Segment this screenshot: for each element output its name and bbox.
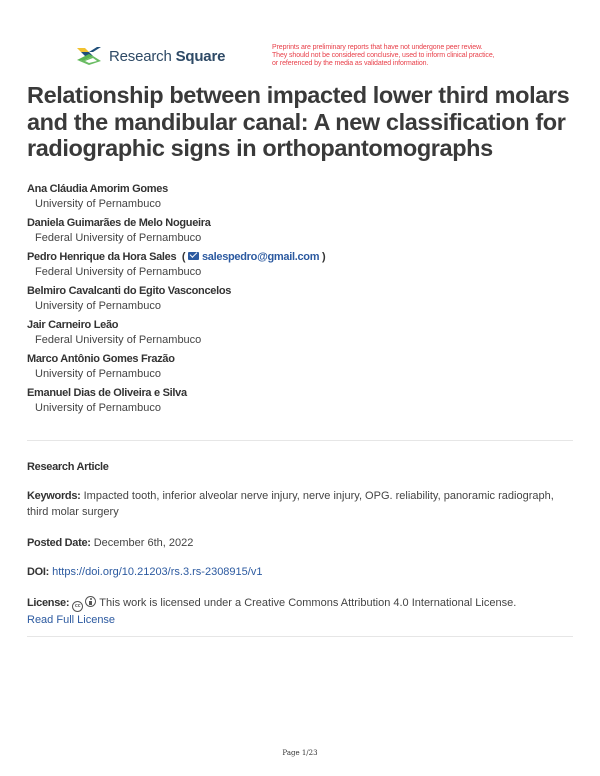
- preprint-disclaimer: [272, 44, 562, 68]
- author-name: Pedro Henrique da Hora Sales: [27, 251, 177, 263]
- posted-date-value: December 6th, 2022: [93, 537, 194, 549]
- author-affiliation: Federal University of Pernambuco: [35, 266, 202, 278]
- doi: [27, 564, 577, 580]
- read-full-license-link[interactable]: Read Full License: [27, 614, 116, 626]
- logo-word-research: Research: [109, 47, 172, 65]
- author-affiliation: Federal University of Pernambuco: [35, 334, 202, 346]
- author-name: Jair Carneiro Leão: [27, 319, 119, 331]
- author-affiliation: Federal University of Pernambuco: [35, 232, 202, 244]
- keywords-value: Impacted tooth, inferior alveolar nerve injury, nerve injury, OPG. reliability, panoramic radiograph, third molar surgery: [27, 490, 554, 518]
- disclaimer-line: or referenced by the media as validated information.: [272, 60, 429, 67]
- author-entry: [27, 386, 567, 416]
- license-label: License:: [27, 597, 70, 609]
- keywords: [27, 488, 577, 520]
- author-name: Ana Cláudia Amorim Gomes: [27, 183, 168, 195]
- corresponding-author-name: [27, 250, 567, 265]
- author-list: [27, 182, 567, 420]
- author-name: Emanuel Dias de Oliveira e Silva: [27, 387, 187, 399]
- section-divider: [27, 636, 573, 637]
- author-entry: [27, 352, 567, 382]
- author-affiliation: University of Pernambuco: [35, 368, 161, 380]
- paper-title: Relationship between impacted lower third molars and the mandibular canal: A new classification for radiographic signs in orthopantomographs: [27, 82, 570, 161]
- author-entry: [27, 318, 567, 348]
- license-text: This work is licensed under a Creative Commons Attribution 4.0 International License.: [99, 597, 517, 609]
- creative-commons-icon: cc: [72, 601, 83, 612]
- attribution-icon: [85, 596, 96, 607]
- author-affiliation: University of Pernambuco: [35, 402, 161, 414]
- logo-text: [109, 49, 225, 64]
- disclaimer-line: They should not be considered conclusive, used to inform clinical practice,: [272, 52, 495, 59]
- author-name: Marco Antônio Gomes Frazão: [27, 353, 175, 365]
- page-number: Page 1/23: [282, 749, 318, 757]
- posted-date: [27, 535, 577, 551]
- research-square-logo-icon: [76, 46, 102, 66]
- author-email-link[interactable]: [188, 251, 319, 263]
- doi-link[interactable]: https://doi.org/10.21203/rs.3.rs-2308915/v1: [52, 566, 263, 578]
- doi-label: DOI:: [27, 566, 50, 578]
- posted-date-label: Posted Date:: [27, 537, 91, 549]
- author-name: Daniela Guimarães de Melo Nogueira: [27, 217, 211, 229]
- disclaimer-line: Preprints are preliminary reports that have not undergone peer review.: [272, 44, 483, 51]
- license: [27, 595, 577, 628]
- author-entry: [27, 216, 567, 246]
- author-affiliation: University of Pernambuco: [35, 300, 161, 312]
- paren-close: ): [321, 251, 326, 263]
- research-square-logo[interactable]: [76, 46, 225, 66]
- logo-word-square: Square: [175, 47, 226, 65]
- author-entry: [27, 284, 567, 314]
- paren-open: (: [181, 251, 186, 263]
- section-divider: [27, 440, 573, 441]
- author-affiliation: University of Pernambuco: [35, 198, 161, 210]
- envelope-icon: [188, 252, 199, 260]
- author-entry: [27, 250, 567, 280]
- article-type: Research Article: [27, 461, 109, 473]
- author-email: salespedro@gmail.com: [201, 251, 320, 263]
- keywords-label: Keywords:: [27, 490, 81, 502]
- author-entry: [27, 182, 567, 212]
- author-name: Belmiro Cavalcanti do Egito Vasconcelos: [27, 285, 232, 297]
